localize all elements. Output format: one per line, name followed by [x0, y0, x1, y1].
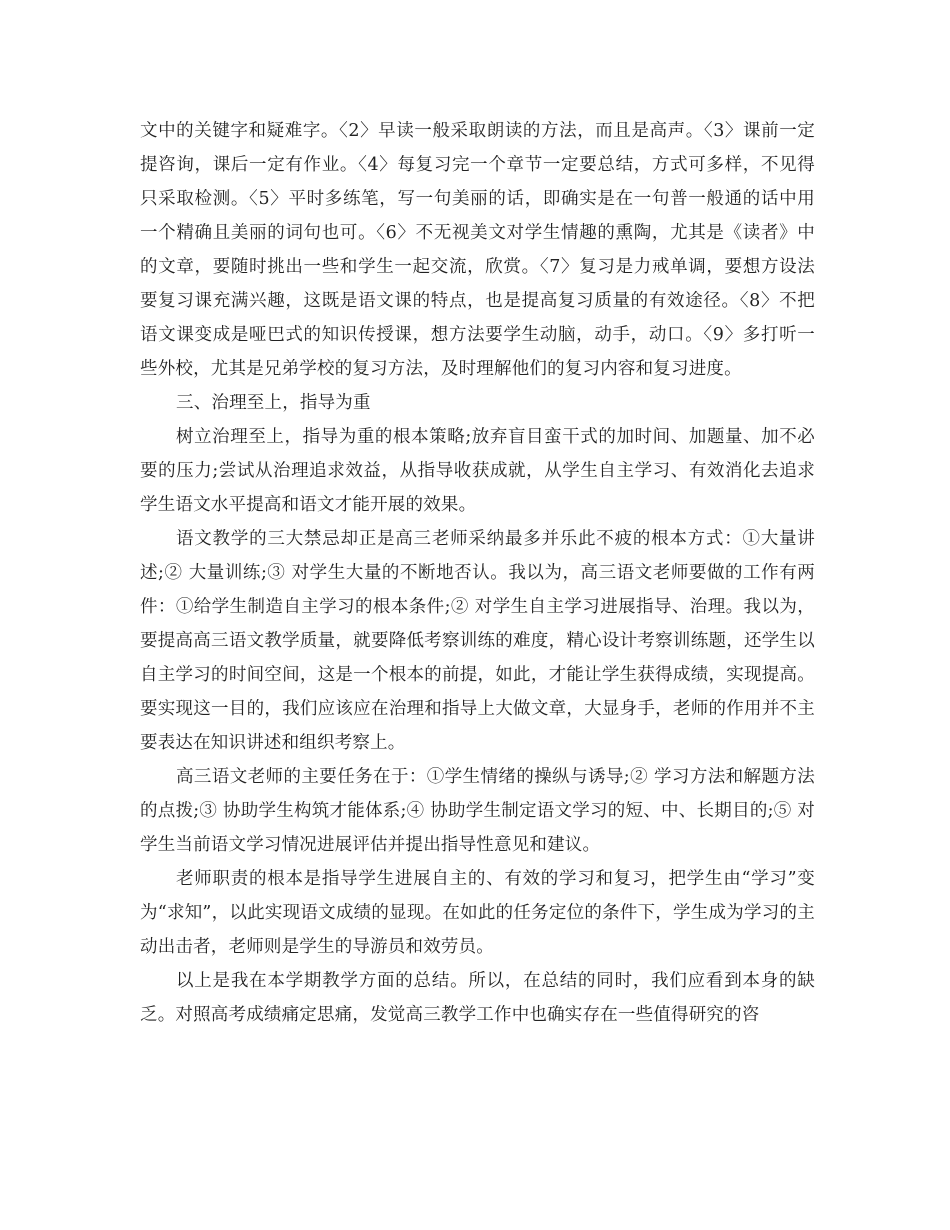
document-body: [140, 114, 815, 1032]
section-heading: 三、治理至上，指导为重: [176, 393, 371, 413]
paragraph-duties: 老师职责的根本是指导学生进展自主的、有效的学习和复习，把学生由“学习”变为“求知”，以此实现语文成绩的显现。在如此的任务定位的条件下，学生成为学习的主动出击者，老师则是学生的导游员和效劳员。: [140, 869, 815, 957]
paragraph-strategy: 树立治理至上，指导为重的根本策略;放弃盲目蛮干式的加时间、加题量、加不必要的压力;尝试从治理追求效益，从指导收获成就，从学生自主学习、有效消化去追求学生语文水平提高和语文才能开展的效果。: [140, 427, 815, 515]
paragraph-taboos: 语文教学的三大禁忌却正是高三老师采纳最多并乐此不疲的根本方式：①大量讲述;② 大量训练;③ 对学生大量的不断地否认。我以为，高三语文老师要做的工作有两件：①给学生制造自主学习的根本条件;② 对学生自主学习进展指导、治理。我以为，要提高高三语文教学质量，就要降低考察训练的难度，精心设计考察训练题，还学生以自主学习的时间空间，这是一个根本的前提，如此，才能让学生获得成绩，实现提高。要实现这一目的，我们应该应在治理和指导上大做文章，大显身手，老师的作用并不主要表达在知识讲述和组织考察上。: [140, 529, 815, 753]
paragraph-summary: 以上是我在本学期教学方面的总结。所以，在总结的同时，我们应看到本身的缺乏。对照高考成绩痛定思痛，发觉高三教学工作中也确实存在一些值得研究的咨: [140, 971, 815, 1025]
paragraph-continuation: 文中的关键字和疑难字。〈2〉早读一般采取朗读的方法，而且是高声。〈3〉课前一定提咨询，课后一定有作业。〈4〉每复习完一个章节一定要总结，方式可多样，不见得只采取检测。〈5〉平时多练笔，写一句美丽的话，即确实是在一句普一般通的话中用一个精确且美丽的词句也可。〈6〉不无视美文对学生情趣的熏陶，尤其是《读者》中的文章，要随时挑出一些和学生一起交流，欣赏。〈7〉复习是力戒单调，要想方设法要复习课充满兴趣，这既是语文课的特点，也是提高复习质量的有效途径。〈8〉不把语文课变成是哑巴式的知识传授课，想方法要学生动脑，动手，动口。〈9〉多打听一些外校，尤其是兄弟学校的复习方法，及时理解他们的复习内容和复习进度。: [140, 121, 815, 379]
paragraph-tasks: 高三语文老师的主要任务在于：①学生情绪的操纵与诱导;② 学习方法和解题方法的点拨;③ 协助学生构筑才能体系;④ 协助学生制定语文学习的短、中、长期目的;⑤ 对学生当前语文学习情况进展评估并提出指导性意见和建议。: [140, 767, 815, 855]
